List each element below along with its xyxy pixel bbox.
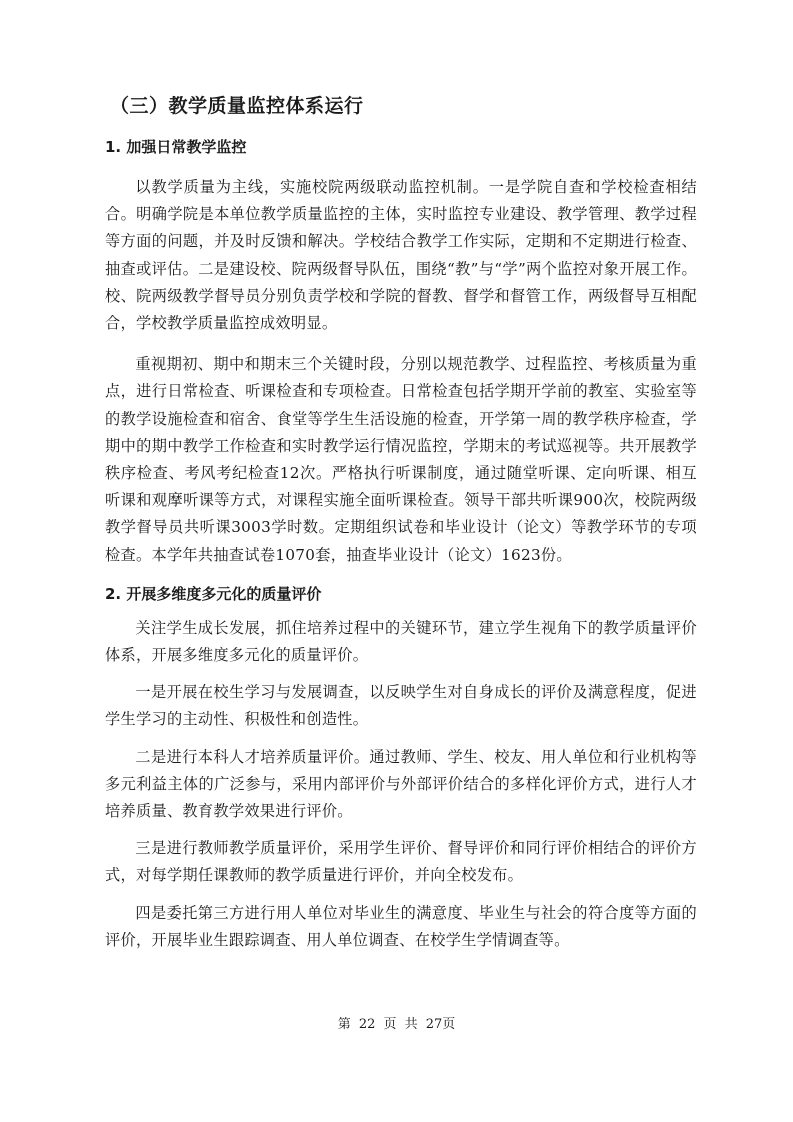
subsection-title-1: 1. 加强日常教学监控	[105, 138, 247, 156]
subsection-title-2: 2. 开展多维度多元化的质量评价	[105, 584, 322, 603]
page-number-footer: 第 22 页 共 27页	[337, 1017, 456, 1032]
section-title: （三）教学质量监控体系运行	[110, 95, 364, 117]
paragraph: 一是开展在校生学习与发展调查，以反映学生对自身成长的评价及满意程度，促进学生学习的主动性、积极性和创造性。	[105, 683, 697, 729]
paragraph: 三是进行教师教学质量评价，采用学生评价、督导评价和同行评价相结合的评价方式，对每学期任课教师的教学质量进行评价，并向全校发布。	[105, 839, 697, 885]
paragraph: 以教学质量为主线，实施校院两级联动监控机制。一是学院自查和学校检查相结合。明确学院是本单位教学质量监控的主体，实时监控专业建设、教学管理、教学过程等方面的问题，并及时反馈和解决。学校结合教学工作实际，定期和不定期进行检查、抽查或评估。二是建设校、院两级督导队伍，围绕“教”与“学”两个监控对象开展工作。校、院两级教学督导员分别负责学校和学院的督教、督学和督管工作，两级督导互相配合，学校教学质量监控成效明显。	[105, 178, 697, 333]
paragraph: 重视期初、期中和期末三个关键时段，分别以规范教学、过程监控、考核质量为重点，进行日常检查、听课检查和专项检查。日常检查包括学期开学前的教室、实验室等的教学设施检查和宿舍、食堂等学生生活设施的检查，开学第一周的教学秩序检查，学期中的期中教学工作检查和实时教学运行情况监控，学期末的考试巡视等。共开展教学秩序检查、考风考纪检查12次。严格执行听课制度，通过随堂听课、定向听课、相互听课和观摩听课等方式，对课程实施全面听课检查。领导干部共听课900次，校院两级教学督导员共听课3003学时数。定期组织试卷和毕业设计（论文）等教学环节的专项检查。本学年共抽查试卷1070套，抽查毕业设计（论文）1623份。	[105, 355, 697, 564]
paragraph: 四是委托第三方进行用人单位对毕业生的满意度、毕业生与社会的符合度等方面的评价，开展毕业生跟踪调查、用人单位调查、在校学生学情调查等。	[105, 903, 697, 949]
document-body	[105, 136, 697, 964]
paragraph: 二是进行本科人才培养质量评价。通过教师、学生、校友、用人单位和行业机构等多元利益主体的广泛参与，采用内部评价与外部评价结合的多样化评价方式，进行人才培养质量、教育教学效果进行评价。	[105, 747, 697, 821]
paragraph: 关注学生成长发展，抓住培养过程中的关键环节，建立学生视角下的教学质量评价体系，开展多维度多元化的质量评价。	[105, 618, 697, 665]
